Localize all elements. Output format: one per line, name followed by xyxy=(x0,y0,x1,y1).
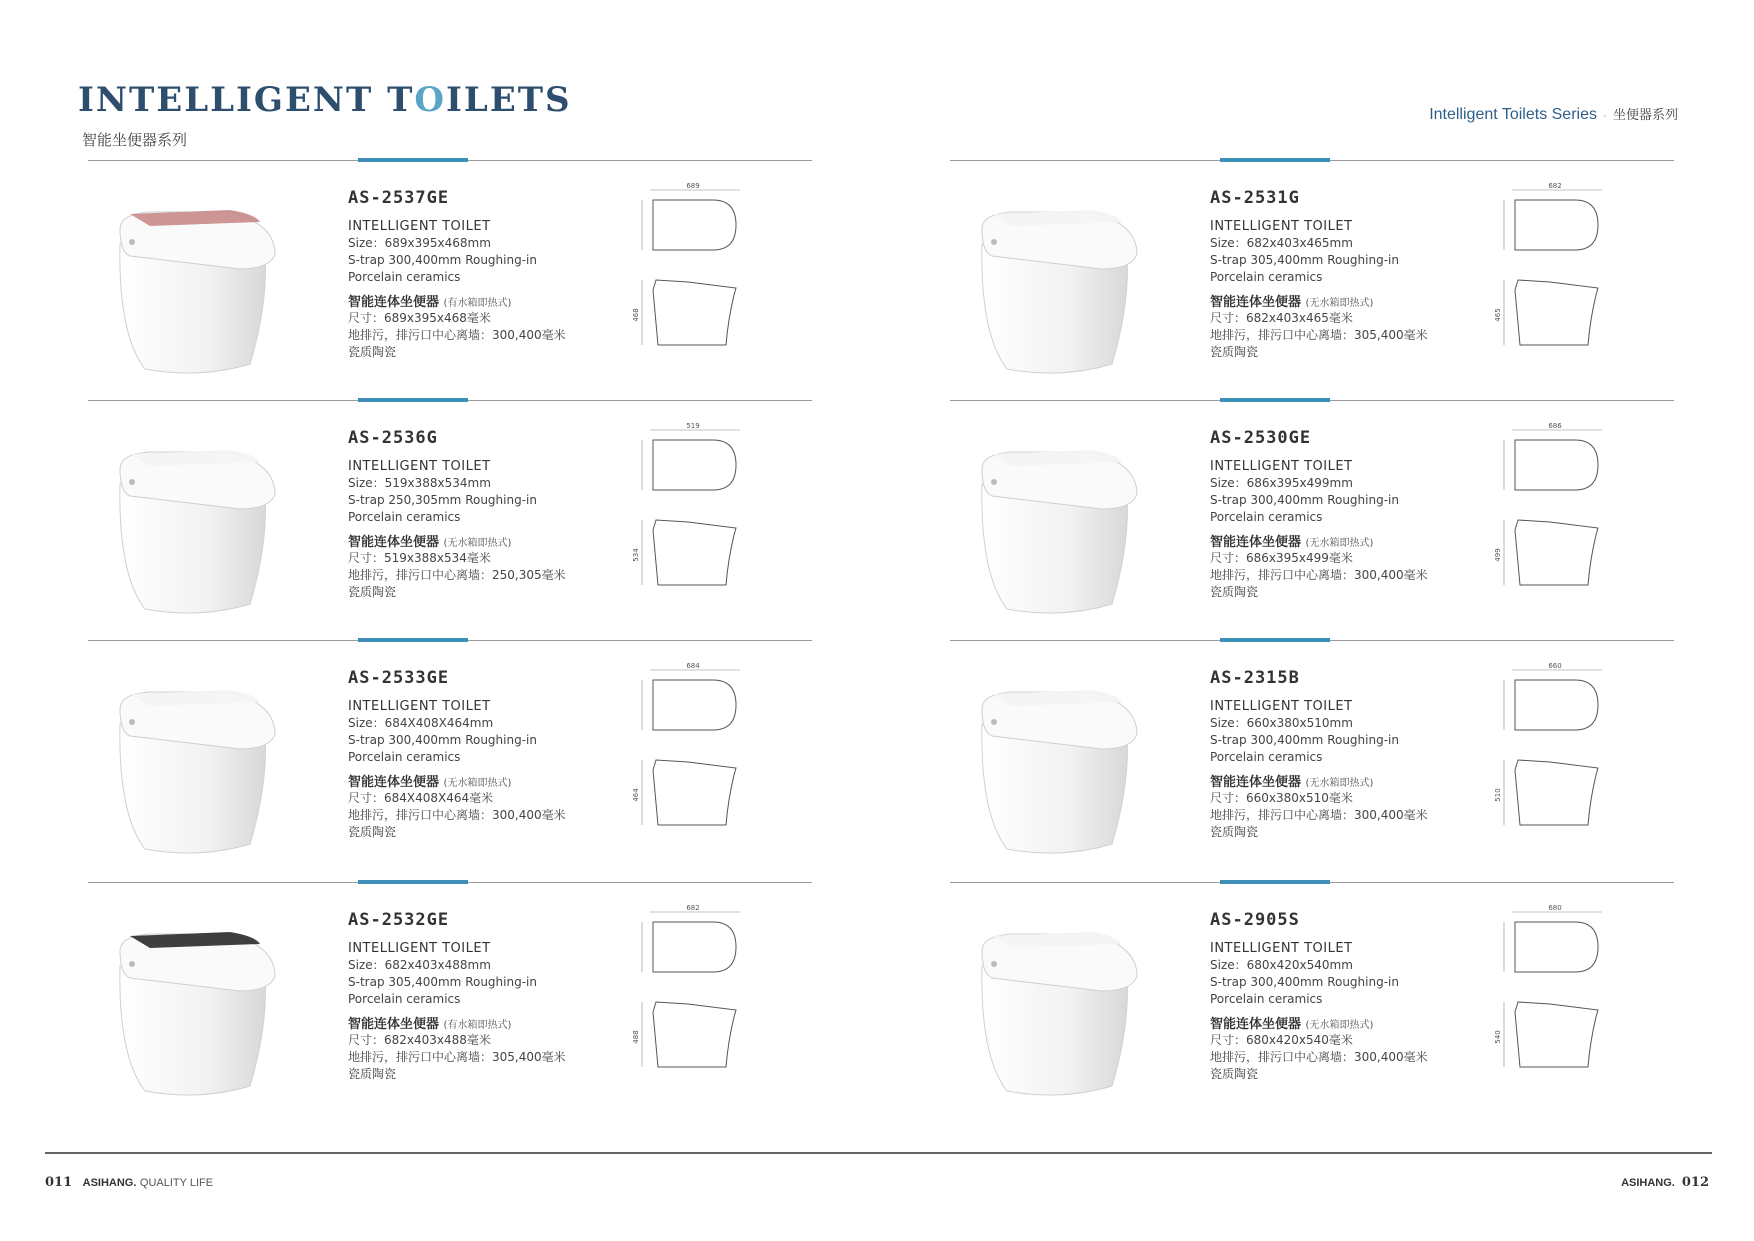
product-type: INTELLIGENT TOILET xyxy=(1210,219,1353,234)
page-subtitle: 智能坐便器系列 xyxy=(82,131,188,149)
toilet-photo xyxy=(952,664,1152,864)
series-dot: · xyxy=(1602,108,1607,122)
page-number-left: 011 xyxy=(45,1175,73,1190)
product-material-cn: 瓷质陶瓷 xyxy=(348,1067,397,1081)
product-info xyxy=(1210,668,1510,841)
product-trap: S-trap 300,400mm Roughing-in xyxy=(348,253,537,267)
product-material: Porcelain ceramics xyxy=(348,510,461,524)
product-title-cn: 智能连体坐便器 (无水箱即热式) xyxy=(1210,775,1374,790)
product-trap-cn: 地排污，排污口中心离墙：300,400毫米 xyxy=(1210,808,1428,822)
product-size: Size：680x420x540mm xyxy=(1210,958,1353,972)
product-trap: S-trap 300,400mm Roughing-in xyxy=(1210,733,1399,747)
series-label xyxy=(1429,104,1678,124)
product-size-cn: 尺寸：684X408X464毫米 xyxy=(348,791,494,805)
product-info xyxy=(348,668,648,841)
dimension-top-label: 682 xyxy=(1548,182,1562,190)
product-material: Porcelain ceramics xyxy=(1210,510,1323,524)
product-material-cn: 瓷质陶瓷 xyxy=(1210,825,1259,839)
dimension-side-label: 499 xyxy=(1494,548,1502,562)
product-type: INTELLIGENT TOILET xyxy=(348,459,491,474)
toilet-photo xyxy=(952,424,1152,624)
product-card xyxy=(60,882,792,1118)
product-material-cn: 瓷质陶瓷 xyxy=(1210,585,1259,599)
dimension-top-label: 686 xyxy=(1548,422,1562,430)
dimension-side-label: 464 xyxy=(632,788,640,802)
model-number: AS-2530GE xyxy=(1210,428,1312,448)
product-size: Size：689x395x468mm xyxy=(348,236,491,250)
product-card xyxy=(60,640,792,876)
dimension-side-label: 468 xyxy=(632,308,640,322)
product-size: Size：519x388x534mm xyxy=(348,476,491,490)
product-info xyxy=(1210,428,1510,601)
product-trap-cn: 地排污，排污口中心离墙：305,400毫米 xyxy=(348,1050,566,1064)
page-title: INTELLIGENT TOILETS xyxy=(78,80,572,120)
product-material-cn: 瓷质陶瓷 xyxy=(348,825,397,839)
footer-right xyxy=(1621,1175,1709,1190)
page-number-right: 012 xyxy=(1681,1175,1709,1190)
footer-divider xyxy=(45,1152,1712,1154)
product-material: Porcelain ceramics xyxy=(348,750,461,764)
footer-brand-left: ASIHANG. xyxy=(82,1177,137,1189)
model-number: AS-2905S xyxy=(1210,910,1300,930)
technical-drawing xyxy=(628,180,748,385)
footer-left xyxy=(45,1175,213,1190)
dimension-side-label: 465 xyxy=(1494,308,1502,322)
series-label-en: Intelligent Toilets Series xyxy=(1429,106,1597,123)
product-title-cn: 智能连体坐便器 (有水箱即热式) xyxy=(348,1017,512,1032)
dimension-top-label: 680 xyxy=(1548,904,1562,912)
dimension-side-label: 534 xyxy=(632,548,640,562)
product-title-cn: 智能连体坐便器 (无水箱即热式) xyxy=(1210,295,1374,310)
product-material-cn: 瓷质陶瓷 xyxy=(348,345,397,359)
dimension-top-label: 519 xyxy=(686,422,700,430)
product-trap: S-trap 250,305mm Roughing-in xyxy=(348,493,537,507)
product-material: Porcelain ceramics xyxy=(1210,992,1323,1006)
product-trap: S-trap 305,400mm Roughing-in xyxy=(1210,253,1399,267)
product-card xyxy=(922,400,1654,636)
product-trap: S-trap 300,400mm Roughing-in xyxy=(348,733,537,747)
product-type: INTELLIGENT TOILET xyxy=(348,219,491,234)
footer-tagline: QUALITY LIFE xyxy=(139,1177,214,1189)
product-size-cn: 尺寸：682x403x488毫米 xyxy=(348,1033,491,1047)
product-type: INTELLIGENT TOILET xyxy=(348,941,491,956)
product-type: INTELLIGENT TOILET xyxy=(1210,941,1353,956)
product-size-cn: 尺寸：682x403x465毫米 xyxy=(1210,311,1353,325)
model-number: AS-2536G xyxy=(348,428,438,448)
product-size-cn: 尺寸：689x395x468毫米 xyxy=(348,311,491,325)
dimension-top-label: 682 xyxy=(686,904,700,912)
model-number: AS-2533GE xyxy=(348,668,450,688)
product-title-cn: 智能连体坐便器 (无水箱即热式) xyxy=(348,535,512,550)
dimension-top-label: 660 xyxy=(1548,662,1562,670)
product-size: Size：660x380x510mm xyxy=(1210,716,1353,730)
model-number: AS-2315B xyxy=(1210,668,1300,688)
product-material: Porcelain ceramics xyxy=(1210,750,1323,764)
product-card xyxy=(922,160,1654,396)
product-card xyxy=(60,160,792,396)
toilet-photo xyxy=(90,906,290,1106)
product-trap: S-trap 300,400mm Roughing-in xyxy=(1210,975,1399,989)
footer-brand-right: ASIHANG. xyxy=(1621,1177,1675,1189)
product-material-cn: 瓷质陶瓷 xyxy=(348,585,397,599)
dimension-side-label: 510 xyxy=(1494,788,1502,802)
dimension-side-label: 540 xyxy=(1494,1030,1502,1044)
product-card xyxy=(60,400,792,636)
product-size-cn: 尺寸：660x380x510毫米 xyxy=(1210,791,1353,805)
product-trap-cn: 地排污，排污口中心离墙：300,400毫米 xyxy=(1210,1050,1428,1064)
technical-drawing xyxy=(1490,180,1610,385)
technical-drawing xyxy=(1490,902,1610,1107)
product-info xyxy=(348,910,648,1083)
toilet-photo xyxy=(90,424,290,624)
toilet-photo xyxy=(952,906,1152,1106)
product-title-cn: 智能连体坐便器 (无水箱即热式) xyxy=(1210,535,1374,550)
product-trap-cn: 地排污，排污口中心离墙：300,400毫米 xyxy=(348,328,566,342)
product-trap: S-trap 300,400mm Roughing-in xyxy=(1210,493,1399,507)
product-size: Size：682x403x465mm xyxy=(1210,236,1353,250)
product-trap-cn: 地排污，排污口中心离墙：300,400毫米 xyxy=(1210,568,1428,582)
product-size: Size：684X408X464mm xyxy=(348,716,494,730)
product-card xyxy=(922,640,1654,876)
technical-drawing xyxy=(628,902,748,1107)
product-title-cn: 智能连体坐便器 (有水箱即热式) xyxy=(348,295,512,310)
product-material: Porcelain ceramics xyxy=(1210,270,1323,284)
technical-drawing xyxy=(1490,660,1610,865)
technical-drawing xyxy=(628,660,748,865)
product-material-cn: 瓷质陶瓷 xyxy=(1210,1067,1259,1081)
product-trap-cn: 地排污，排污口中心离墙：250,305毫米 xyxy=(348,568,566,582)
product-trap: S-trap 305,400mm Roughing-in xyxy=(348,975,537,989)
product-type: INTELLIGENT TOILET xyxy=(1210,699,1353,714)
product-trap-cn: 地排污，排污口中心离墙：300,400毫米 xyxy=(348,808,566,822)
product-size-cn: 尺寸：686x395x499毫米 xyxy=(1210,551,1353,565)
toilet-photo xyxy=(952,184,1152,384)
product-size: Size：682x403x488mm xyxy=(348,958,491,972)
toilet-photo xyxy=(90,664,290,864)
product-trap-cn: 地排污，排污口中心离墙：305,400毫米 xyxy=(1210,328,1428,342)
product-title-cn: 智能连体坐便器 (无水箱即热式) xyxy=(1210,1017,1374,1032)
product-size-cn: 尺寸：519x388x534毫米 xyxy=(348,551,491,565)
technical-drawing xyxy=(628,420,748,625)
product-info xyxy=(1210,188,1510,361)
dimension-top-label: 684 xyxy=(686,662,700,670)
model-number: AS-2532GE xyxy=(348,910,450,930)
series-label-cn: 坐便器系列 xyxy=(1612,107,1678,122)
model-number: AS-2537GE xyxy=(348,188,450,208)
toilet-photo xyxy=(90,184,290,384)
technical-drawing xyxy=(1490,420,1610,625)
product-info xyxy=(1210,910,1510,1083)
product-material-cn: 瓷质陶瓷 xyxy=(1210,345,1259,359)
product-material: Porcelain ceramics xyxy=(348,992,461,1006)
product-type: INTELLIGENT TOILET xyxy=(1210,459,1353,474)
product-card xyxy=(922,882,1654,1118)
product-size-cn: 尺寸：680x420x540毫米 xyxy=(1210,1033,1353,1047)
product-type: INTELLIGENT TOILET xyxy=(348,699,491,714)
product-info xyxy=(348,188,648,361)
dimension-top-label: 689 xyxy=(686,182,700,190)
product-title-cn: 智能连体坐便器 (无水箱即热式) xyxy=(348,775,512,790)
product-info xyxy=(348,428,648,601)
dimension-side-label: 488 xyxy=(632,1030,640,1044)
product-size: Size：686x395x499mm xyxy=(1210,476,1353,490)
product-material: Porcelain ceramics xyxy=(348,270,461,284)
model-number: AS-2531G xyxy=(1210,188,1300,208)
